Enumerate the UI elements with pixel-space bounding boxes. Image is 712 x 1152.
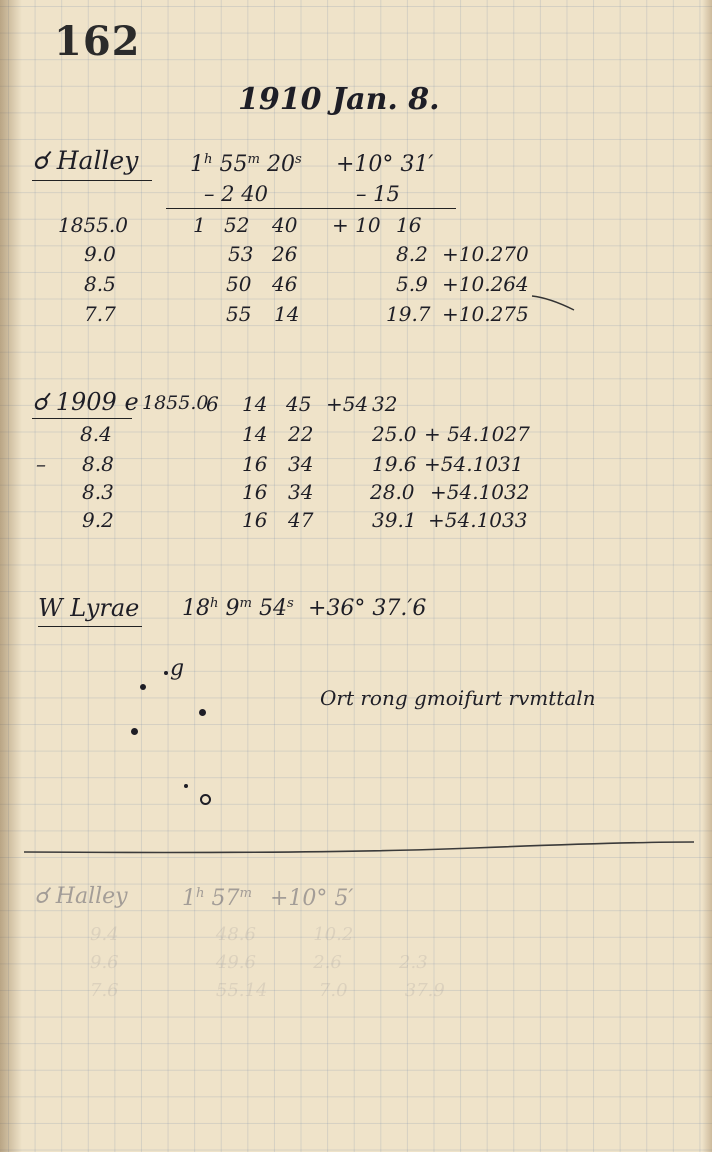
halley-row-result: +10.270 [442,242,529,266]
comet-row-result: +54.1032 [430,480,530,504]
comet-row-m: 16 [242,508,268,532]
comet-row-result: +54.1033 [428,508,528,532]
comet-row-value: 39.1 [372,508,417,532]
pen-stroke [530,290,578,316]
w-lyrae-ra: 18$^h$ 9$^m$ 54$^s$ [182,596,294,621]
comet-row-s: 34 [288,452,314,476]
comet-1909e-h: 6 [206,392,219,416]
comet-row-epoch: 9.2 [82,508,114,532]
comet-row-epoch: 8.8 [82,452,114,476]
observation-note: Ort rong gmoifurt rvmttaln [320,686,596,710]
w-lyrae-label: W Lyrae [38,594,140,622]
halley-row-m: 53 [228,242,254,266]
comet-row-value: 25.0 [372,422,417,446]
halley-underline [32,180,152,181]
comet-row-s: 22 [288,422,314,446]
sum-line [166,208,456,209]
show-through-text: 9.4 48.6 10.2 [90,924,354,945]
halley-row-dmin: 16 [396,213,422,237]
comet-row-result: + 54.1027 [424,422,530,446]
halley-row-epoch: 9.0 [84,242,116,266]
page-number: 162 [54,18,141,65]
halley-row-epoch: 7.7 [84,302,116,326]
halley-row-s: 14 [274,302,300,326]
comet-1909e-s: 45 [286,392,312,416]
halley-row-value: 8.2 [396,242,428,266]
halley-row-s: 26 [272,242,298,266]
entry-date: 1910 Jan. 8. [238,82,440,117]
comet-1909e-underline [32,418,132,419]
comet-row-result: +54.1031 [424,452,524,476]
star-dot [184,784,188,788]
comet-row-mark: – [36,452,46,476]
faint-halley-label: ☌ Halley [34,884,128,909]
comet-row-m: 14 [242,422,268,446]
star-label-g: g [170,656,185,681]
variable-star-ring [200,794,211,805]
star-dot [199,709,206,716]
comet-row-m: 16 [242,480,268,504]
star-dot [164,671,168,675]
halley-row-value: 19.7 [386,302,431,326]
comet-1909e-dec: +54 [326,392,369,416]
halley-label: ☌ Halley [32,146,139,175]
show-through-text: 9.6 49.6 2.6 2.3 [90,952,428,973]
halley-row-value: 5.9 [396,272,428,296]
halley-row-m: 50 [226,272,252,296]
halley-row-result: +10.275 [442,302,529,326]
halley-ra: 1$^h$ 55$^m$ 20$^s$ [190,152,302,177]
comet-row-value: 28.0 [370,480,415,504]
w-lyrae-underline [38,626,142,627]
page-edge [702,0,712,1152]
comet-1909e-dmin: 32 [372,392,398,416]
halley-row-m: 55 [226,302,252,326]
faint-halley-dec: +10° 5′ [270,886,354,911]
halley-row-dec: + 10 [332,213,381,237]
halley-dec: +10° 31′ [336,152,434,177]
comet-1909e-epoch: 1855.0 [142,392,209,414]
star-dot [140,684,146,690]
comet-row-m: 16 [242,452,268,476]
halley-row-result: +10.264 [442,272,529,296]
comet-row-epoch: 8.3 [82,480,114,504]
halley-row-m: 52 [224,213,250,237]
halley-dec-correction: – 15 [356,182,400,206]
comet-row-s: 34 [288,480,314,504]
comet-1909e-label: ☌ 1909 e [32,388,139,416]
faint-halley-ra: 1$^h$ 57$^m$ [182,886,253,911]
section-divider [24,838,696,860]
show-through-text: 7.6 55.14 7.0 37.9 [90,980,445,1001]
w-lyrae-dec: +36° 37.′6 [308,596,427,621]
halley-row-s: 40 [272,213,298,237]
star-dot [131,728,138,735]
halley-row-s: 46 [272,272,298,296]
binding-shadow [0,0,22,1152]
comet-row-value: 19.6 [372,452,417,476]
comet-row-s: 47 [288,508,314,532]
comet-row-epoch: 8.4 [80,422,112,446]
halley-row-h: 1 [193,213,206,237]
halley-ra-correction: – 2 40 [204,182,268,206]
comet-1909e-m: 14 [242,392,268,416]
halley-row-epoch: 8.5 [84,272,116,296]
halley-row-epoch: 1855.0 [58,213,128,237]
